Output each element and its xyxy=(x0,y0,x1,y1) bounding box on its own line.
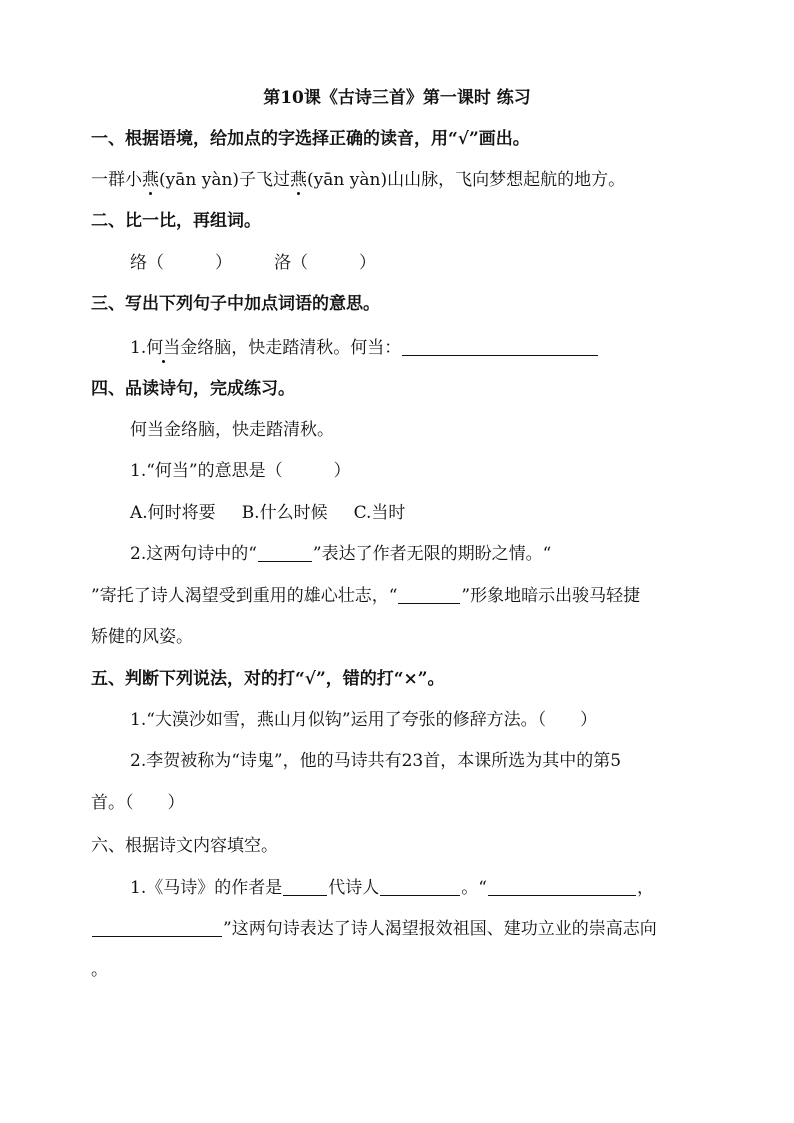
answer-blank[interactable] xyxy=(488,878,636,896)
sentence-part: (yān yàn)子飞过 xyxy=(159,170,291,190)
dotted-word: 何当 xyxy=(146,338,181,358)
question-text: 金络脑，快走踏清秋。何当： xyxy=(180,338,402,358)
dotted-char: 燕 xyxy=(290,170,308,190)
answer-blank[interactable] xyxy=(258,544,312,562)
section-4-q2-line2 xyxy=(91,584,711,608)
sentence-part: (yān yàn)山山脉，飞向梦想起航的地方。 xyxy=(307,170,626,190)
section-6-q1-line3: 。 xyxy=(91,960,108,980)
answer-blank[interactable] xyxy=(283,878,327,896)
section-2-heading: 二、比一比，再组词。 xyxy=(91,211,261,231)
question-text: 代诗人 xyxy=(328,878,380,898)
question-text: ”寄托了诗人渴望受到重用的雄心壮志，“ xyxy=(91,586,398,606)
section-3-question xyxy=(130,336,750,360)
section-1-heading: 一、根据语境，给加点的字选择正确的读音，用“√”画出。 xyxy=(91,129,530,149)
answer-blank[interactable] xyxy=(402,338,598,356)
option-b[interactable]: B.什么时候 xyxy=(241,503,328,523)
section-6-q1-line2 xyxy=(91,917,711,941)
section-4-q1: 1.“何当”的意思是（ ） xyxy=(130,461,351,481)
question-number: 1. xyxy=(130,338,147,358)
section-4-q2-line3: 矫健的风姿。 xyxy=(91,627,193,647)
section-5-heading: 五、判断下列说法，对的打“√”，错的打“×”。 xyxy=(91,669,445,689)
section-4-options xyxy=(130,501,750,525)
section-5-q1: 1.“大漠沙如雪，燕山月似钩”运用了夸张的修辞方法。（ ） xyxy=(130,710,598,730)
dotted-char: 燕 xyxy=(142,170,159,190)
question-text: 。“ xyxy=(461,878,487,898)
section-3-heading: 三、写出下列句子中加点词语的意思。 xyxy=(91,294,380,314)
sentence-part: 一群小 xyxy=(91,170,142,190)
section-2-words xyxy=(130,251,750,275)
section-4-poem: 何当金络脑，快走踏清秋。 xyxy=(130,420,334,440)
answer-blank[interactable] xyxy=(380,878,460,896)
section-5-q2-line2: 首。（ ） xyxy=(91,793,185,813)
section-1-sentence xyxy=(91,168,711,192)
answer-blank[interactable] xyxy=(398,586,460,604)
word-luo: 络（ ） xyxy=(130,253,232,273)
section-4-q2-line1 xyxy=(130,542,750,566)
question-text: ， xyxy=(636,878,654,898)
section-6-q1-line1 xyxy=(130,876,750,900)
section-5-q2-line1: 2.李贺被称为“诗鬼”，他的马诗共有23首，本课所选为其中的第5 xyxy=(130,751,622,771)
question-text: 1.《马诗》的作者是 xyxy=(130,878,283,898)
word-luo2: 洛（ ） xyxy=(274,253,376,273)
question-text: ”表达了作者无限的期盼之情。“ xyxy=(312,544,552,564)
option-c[interactable]: C.当时 xyxy=(353,503,406,523)
option-a[interactable]: A.何时将要 xyxy=(130,503,216,523)
page-title: 第10课《古诗三首》第一课时 练习 xyxy=(263,88,531,108)
section-4-heading: 四、品读诗句，完成练习。 xyxy=(91,379,295,399)
answer-blank[interactable] xyxy=(92,919,222,937)
question-text: ”形象地暗示出骏马轻捷 xyxy=(461,586,641,606)
question-text: 2.这两句诗中的“ xyxy=(130,544,257,564)
question-text: ”这两句诗表达了诗人渴望报效祖国、建功立业的崇高志向 xyxy=(223,919,657,939)
section-6-heading: 六、根据诗文内容填空。 xyxy=(91,836,278,856)
